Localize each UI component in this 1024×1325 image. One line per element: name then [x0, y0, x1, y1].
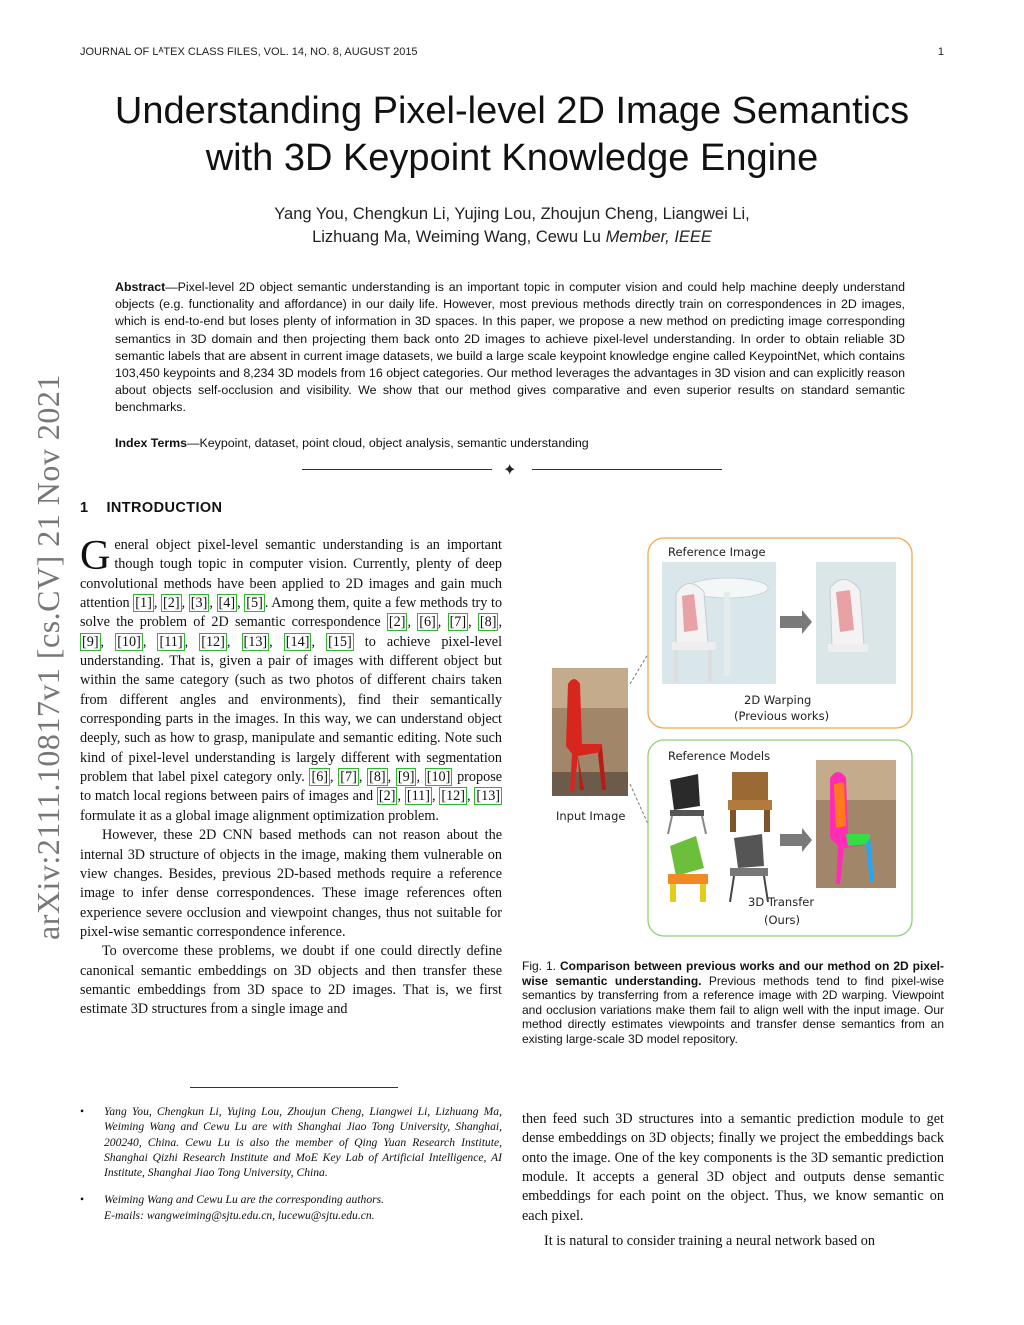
citation-link[interactable]: [15]	[328, 633, 352, 650]
citation-link[interactable]: [13]	[476, 788, 501, 805]
section-title: INTRODUCTION	[106, 500, 223, 516]
citation-link[interactable]: [12]	[201, 633, 225, 650]
caption-text: Previous methods tend to find pixel-wise semantics by transferring from a reference image with 2D warping. Viewpoint and occlusion variations make them fail to align well with the input image. Our method directly estimates viewpoints and transfer dense semantics from an existing large-scale 3D model repository.	[522, 973, 945, 1046]
ours-label: (Ours)	[764, 913, 801, 927]
citation-link[interactable]: [14]	[285, 633, 310, 650]
figure-1-illustration	[548, 534, 938, 942]
separator-rule-right	[532, 469, 722, 470]
index-terms-label: Index Terms	[115, 436, 188, 450]
citation-link[interactable]: [4]	[218, 595, 236, 612]
abstract-label: Abstract	[115, 280, 166, 294]
intro-paragraph-3: To overcome these problems, we doubt if one could directly define canonical semantic embeddings on 3D objects and then transfer these semantic embeddings from 3D space to 2D images. That is, we first estimate 3D structures from a single image and	[80, 943, 502, 1018]
paper-title	[60, 88, 964, 182]
authors-line-2-names: Lizhuang Ma, Weiming Wang, Cewu Lu	[312, 228, 601, 246]
footnote-2-line-1: Weiming Wang and Cewu Lu are the corresponding authors.	[104, 1193, 385, 1207]
reference-image-photo	[662, 562, 776, 684]
title-line-1: Understanding Pixel-level 2D Image Semantics	[114, 90, 910, 132]
bullet-icon: •	[80, 1105, 85, 1118]
citation-link[interactable]: [13]	[243, 633, 268, 650]
page-number: 1	[937, 46, 944, 58]
citation-link[interactable]: [9]	[82, 633, 99, 650]
drop-cap: G	[80, 533, 111, 579]
citation-link[interactable]: [3]	[190, 595, 208, 612]
warping-label: 2D Warping	[744, 693, 812, 707]
caption-label: Fig. 1.	[522, 959, 560, 973]
authors-line-1: Yang You, Chengkun Li, Yujing Lou, Zhoujun Cheng, Liangwei Li,	[274, 205, 750, 223]
footnote-rule	[190, 1087, 398, 1088]
previous-works-label: (Previous works)	[734, 709, 830, 723]
author-list	[60, 203, 964, 249]
reference-models-label: Reference Models	[668, 749, 771, 763]
citation-link[interactable]: [2]	[388, 614, 406, 631]
citation-link[interactable]: [1]	[135, 595, 152, 612]
running-header	[80, 46, 944, 58]
ieee-membership: Member, IEEE	[605, 228, 712, 246]
transfer-label: 3D Transfer	[748, 895, 815, 909]
footnote-corresponding	[80, 1192, 502, 1223]
arxiv-identifier[interactable]: arXiv:2111.10817v1 [cs.CV] 21 Nov 2021	[30, 374, 66, 940]
citation-link[interactable]: [11]	[406, 788, 430, 805]
footnotes	[80, 1104, 502, 1235]
intro-p1-e: formulate it as a global image alignment optimization problem.	[80, 807, 439, 824]
bullet-icon: •	[80, 1193, 85, 1207]
citation-link[interactable]: [12]	[441, 788, 465, 805]
input-image	[552, 668, 628, 796]
citation-link[interactable]: [7]	[449, 614, 467, 631]
caption-bold: Comparison between previous works and our method on 2D pixel-wise semantic understanding.	[522, 959, 944, 988]
input-image-label: Input Image	[556, 809, 626, 823]
citation-link[interactable]: [2]	[163, 595, 180, 612]
intro-paragraph-2: However, these 2D CNN based methods can not reason about the internal 3D structure of objects in the image, making them vulnerable on view changes. Besides, previous 2D-based methods require a reference image to infer dense correspondences. These image references often experience severe occlusion and viewpoint changes, thus not suitable for pixel-wise semantic correspondence inference.	[80, 827, 502, 940]
warped-image-photo	[816, 562, 896, 684]
citation-link[interactable]: [11]	[159, 633, 183, 650]
journal-name: JOURNAL OF LᴬTEX CLASS FILES, VOL. 14, NO. 8, AUGUST 2015	[80, 46, 418, 58]
abstract-text: —Pixel-level 2D object semantic understanding is an important topic in computer vision and could help machine deeply understand objects (e.g. functionality and affordance) in our daily life. However, most previous methods directly train on correspondences in 2D images, which is end-to-end but loses plenty of information in 3D spaces. In this paper, we propose a new method on predicting image corresponding semantics in 3D domain and then projecting them back onto 2D images to achieve pixel-level understanding. In order to obtain reliable 3D semantic labels that are absent in current image datasets, we build a large scale keypoint knowledge engine called KeypointNet, which contains 103,450 keypoints and 8,234 3D models from 16 object categories. Our method leverages the advantages in 3D vision and can explicitly reason about objects self-occlusion and visibility. We show that our method gives comparative and even superior results on standard semantic benchmarks.	[115, 280, 905, 415]
connector-line	[630, 654, 648, 684]
right-paragraph-2: It is natural to consider training a neural network based on	[544, 1233, 875, 1250]
abstract	[115, 279, 905, 417]
citation-link[interactable]: [9]	[397, 769, 415, 786]
citation-link[interactable]: [8]	[479, 614, 497, 631]
section-number: 1	[80, 500, 89, 516]
transferred-semantics-photo	[816, 760, 896, 888]
section-heading	[80, 500, 222, 516]
footnote-1-text: Yang You, Chengkun Li, Yujing Lou, Zhoujun Cheng, Liangwei Li, Lizhuang Ma, Weiming Wang and Cewu Lu are with Shanghai Jiao Tong University, Shanghai, 200240, China. Cewu Lu is also the member of Qing Yuan Research Institute, Shanghai Qizhi Research Institute and MoE Key Lab of Artificial Intelligence, AI Institute, Shanghai Jiao Tong University, China.	[104, 1105, 502, 1180]
index-terms	[115, 436, 905, 450]
left-column-body	[80, 533, 503, 1020]
citation-link[interactable]: [10]	[426, 769, 451, 786]
right-column-body	[522, 1110, 944, 1251]
intro-p1-b: . Among them, quite a few methods try to solve the problem of 2D semantic correspondence	[80, 595, 503, 631]
authors-line-2	[60, 226, 964, 249]
intro-p1-c: to achieve pixel-level understanding. That is, given a pair of images with different object but within the same category (such as two photos of different chairs taken from different angles and environments), find their semantically corresponding parts in the images. In this way, we can understand object deeply, such as how to grasp, manipulate and semantic editing. Note such kind of pixel-level understanding is largely different with segmentation problem that label pixel category only.	[80, 633, 503, 786]
citation-link[interactable]: [10]	[117, 633, 141, 650]
citation-link[interactable]: [5]	[246, 595, 263, 612]
figure-1-caption	[522, 959, 944, 1047]
citation-link[interactable]: [7]	[340, 769, 357, 786]
citation-link[interactable]: [6]	[419, 614, 436, 631]
intro-p1-a: eneral object pixel-level semantic understanding is an important though tough topic in computer vision. Currently, plenty of deep convolutional methods have been applied to 2D images and gain much attention	[80, 537, 502, 612]
reference-image-label: Reference Image	[668, 545, 766, 559]
footnote-affiliations	[80, 1104, 502, 1180]
separator-diamond-icon: ✦	[503, 460, 517, 479]
title-line-2: with 3D Keypoint Knowledge Engine	[205, 137, 819, 179]
citation-link[interactable]: [6]	[311, 769, 329, 786]
intro-paragraph-1: General object pixel-level semantic understanding is an important though tough topic in computer vision. Currently, plenty of deep convolutional methods have been applied to 2D images and gain much attention [1] , [2] , [3] , [4] , [5] . Among them, quite a few methods try to solve the problem of 2D semantic correspondence [2] , [6] , [7] , [8] , [9] , [10] , [11] , [12] , [13] , [14] , [15] to achieve pixel-level understanding. That is, given a pair of images with different object but within the same category (such as two photos of different chairs taken from different angles and environments), find their semantically corresponding parts in the images. In this way, we can understand object deeply, such as how to grasp, manipulate and semantic editing. Note such kind of pixel-level understanding is largely different with segmentation problem that label pixel category only. [6] , [7] , [8] , [9] , [10] propose to match local regions between pairs of images and [2] , [11] , [12] , [13] formulate it as a global image alignment optimization problem.	[80, 533, 503, 824]
connector-line	[630, 784, 648, 824]
citation-link[interactable]: [8]	[369, 769, 386, 786]
footnote-2-emails[interactable]: E-mails: wangweiming@sjtu.edu.cn, lucewu@sjtu.edu.cn.	[104, 1208, 375, 1222]
figure-1	[548, 534, 938, 942]
index-terms-text: —Keypoint, dataset, point cloud, object analysis, semantic understanding	[187, 436, 589, 450]
separator-rule-left	[302, 469, 492, 470]
intro-p1-d: propose to match local regions between pairs of images and	[80, 769, 503, 805]
right-paragraph-1: then feed such 3D structures into a semantic prediction module to get dense embeddings on 3D objects; finally we project the embeddings back onto the image. One of the key components is the 3D semantic prediction module. It accepts a general 3D object and outputs dense semantic embeddings for each point on the object. Thus, we know semantic on each pixel.	[522, 1111, 944, 1224]
citation-link[interactable]: [2]	[378, 788, 396, 805]
